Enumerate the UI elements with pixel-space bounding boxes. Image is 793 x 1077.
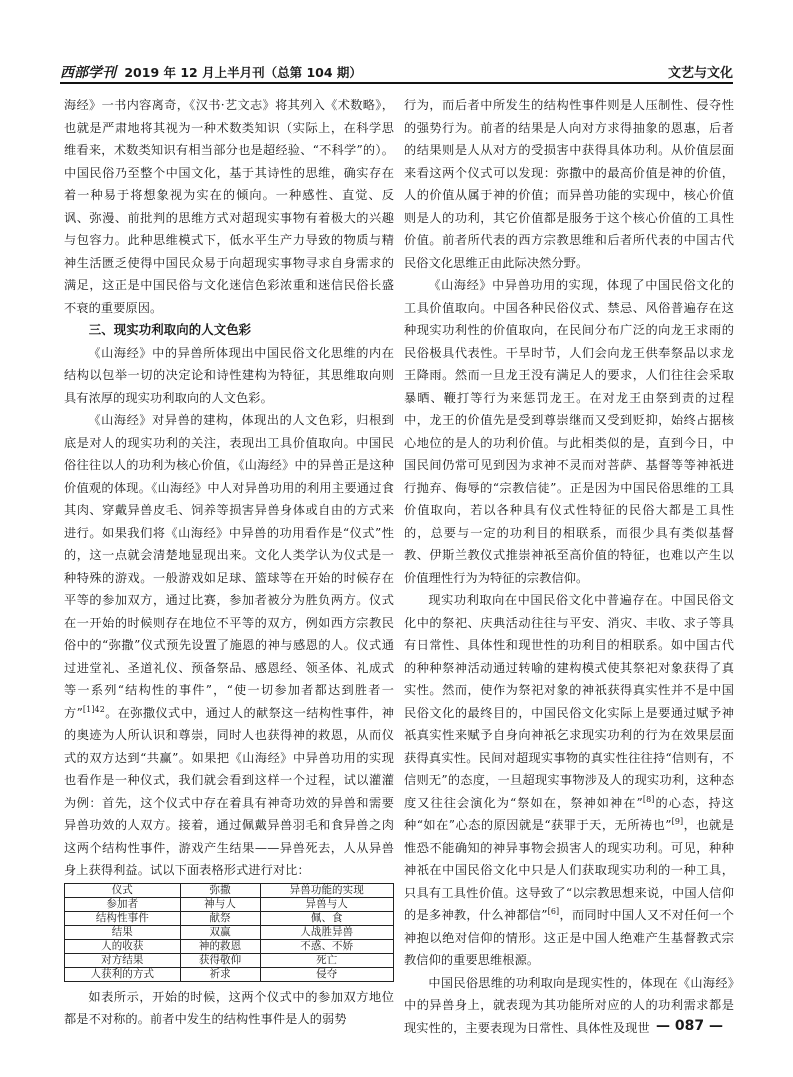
table-header-row [65, 883, 394, 897]
table-cell: 献祭 [180, 911, 260, 925]
paragraph-text: ，而同时中国人又不对任何一个神抱以绝对信仰的情形。这正是中国人绝难产生基督教式宗教信仰的重要思维根源。 [404, 908, 734, 967]
paragraph: 行为，而后者中所发生的结构性事件则是人压制性、侵夺性的强势行为。前者的结果是人向对方求得抽象的恩惠，后者的结果则是人从对方的受损害中获得具体功利。从价值层面来看这两个仪式可以发现：弥撒中的最高价值是神的价值，人的价值从属于神的价值；而异兽功能的实现中，核心价值则是人的功利，其它价值都是服务于这个核心价值的工具性价值。前者所代表的西方宗教思维和后者所代表的中国古代民俗文化思维正由此际决然分野。 [404, 98, 734, 270]
section-title: 文艺与文化 [667, 66, 733, 81]
paragraph: 海经》一书内容离奇，《汉书·艺文志》将其列入《术数略》，也就是严肃地将其视为一种术数类知识（实际上，在科学思维看来，术数类知识有相当部分也是超经验、“不科学”的）。中国民俗乃至整个中国文化，基于其诗性的思维，确实存在着一种易于将想象视为实在的倾向。一种感性、直觉、反讽、弥漫、前批判的思维方式对超现实事物有着极大的兴趣与包容力。此种思维模式下，低水平生产力导致的物质与精神生活匮乏使得中国民众易于向超现实事物寻求自身需求的满足，这正是中国民俗与文化迷信色彩浓重和迷信民俗长盛不衰的重要原因。 [64, 98, 394, 315]
table-cell: 祈求 [180, 967, 260, 981]
paragraph-text: ，也就是惟恐不能确知的神异事物会损害人的现实功利。可见，种种神祇在中国民俗文化中只是人们获取现实功利的一种工具，只具有工具性价值。这导致了“以宗教思想来说，中国人信仰的是多神教，什么神都信” [404, 818, 734, 922]
table-cell: 参加者 [65, 897, 181, 911]
table-cell: 佩、食 [260, 911, 393, 925]
table-cell: 对方结果 [65, 953, 181, 967]
paragraph: 《山海经》中的异兽所体现出中国民俗文化思维的内在结构以包举一切的决定论和诗性建构为特征，其思维取向则具有浓厚的现实功利取向的人文色彩。 [64, 345, 394, 405]
table-row [65, 939, 394, 953]
paragraph: 中国民俗思维的功利取向是现实性的，体现在《山海经》中的异兽身上，就表现为其功能所对应的人的功利需求都是现实性的，主要表现为日常性、具体性及现世 [404, 975, 734, 1035]
table-cell: 结构性事件 [65, 911, 181, 925]
left-column [64, 94, 394, 1031]
issue-info: 2019 年 12 月上半月刊（总第 104 期） [124, 65, 362, 80]
page-header [60, 58, 733, 84]
paragraph-text: 的心态，持这种“如在”心态的原因就是“获罪于天，无所祷也” [404, 795, 734, 832]
table-cell: 死亡 [260, 953, 393, 967]
table-row [65, 925, 394, 939]
table-row [65, 953, 394, 967]
paragraph [64, 409, 394, 882]
table-cell: 人战胜异兽 [260, 925, 393, 939]
table-header-cell: 异兽功能的实现 [260, 883, 393, 897]
comparison-table [64, 883, 394, 982]
table-cell: 获得敬仰 [180, 953, 260, 967]
citation: [9] [671, 816, 684, 826]
paragraph [404, 589, 734, 972]
paragraph: 如表所示，开始的时候，这两个仪式中的参加双方地位都是不对称的。前者中发生的结构性事件是人的弱势 [64, 989, 394, 1026]
table-row [65, 967, 394, 981]
paragraph-text: 《山海经》对异兽的建构，体现出的人文色彩，归根到底是对人的现实功利的关注，表现出工具价值取向。中国民俗往往以人的功利为核心价值，《山海经》中的异兽正是这种价值观的体现。《山海经》中人对异兽功用的利用主要通过食其肉、穿戴异兽皮毛、饲养等损害异兽身体或自由的方式来进行。如果我们将《山海经》中异兽的功用看作是“仪式”性的，这一点就会清楚地显现出来。文化人类学认为仪式是一种特殊的游戏。一般游戏如足球、篮球等在开始的时候存在平等的参加双方，通过比赛，参加者被分为胜负两方。仪式在一开始的时候则存在地位不平等的双方，例如西方宗教民俗中的“弥撒”仪式预先设置了施恩的神与感恩的人。仪式通过进堂礼、圣道礼仪、预备祭品、感恩经、领圣体、礼成式等一系列“结构性的事件”，“使一切参加者都达到胜者一方” [64, 413, 394, 720]
table-row [65, 897, 394, 911]
section-heading: 三、现实功利取向的人文色彩 [88, 322, 252, 337]
table-cell: 双赢 [180, 925, 260, 939]
table-row [65, 911, 394, 925]
table-header-cell: 弥撒 [180, 883, 260, 897]
table-cell: 侵夺 [260, 967, 393, 981]
table-cell: 不惑、不娇 [260, 939, 393, 953]
journal-masthead [60, 62, 362, 82]
journal-logo: 西部学刊 [60, 65, 116, 81]
citation: [1]42 [82, 704, 105, 714]
table-cell: 神与人 [180, 897, 260, 911]
header-rule [60, 82, 733, 84]
table-cell: 异兽与人 [260, 897, 393, 911]
table-cell: 结果 [65, 925, 181, 939]
citation: [6] [547, 906, 560, 916]
table-cell: 神的救恩 [180, 939, 260, 953]
table-cell: 人获利的方式 [65, 967, 181, 981]
paragraph-text: 现实功利取向在中国民俗文化中普遍存在。中国民俗文化中的祭祀、庆典活动往往与平安、消灾、丰收、求子等具有日常性、具体性和现世性的功利目的相联系。如中国古代的种种祭神活动通过转喻的建构模式使其祭祀对象获得了真实性。然而，使作为祭祀对象的神祇获得真实性并不是中国民俗文化的最终目的，中国民俗文化实际上是要通过赋予神祇真实性来赋予自身向神祇乞求现实功利的行为在效果层面获得真实性。民间对超现实事物的真实性往往持“信则有，不信则无”的态度，一旦超现实事物涉及人的现实功利，这种态度又往往会演化为“祭如在，祭神如神在” [404, 593, 734, 810]
paragraph: 《山海经》中异兽功用的实现，体现了中国民俗文化的工具价值取向。中国各种民俗仪式、禁忌、风俗普遍存在这种现实功利性的价值取向，在民间分布广泛的向龙王求雨的民俗极具代表性。干旱时节，人们会向龙王供奉祭品以求龙王降雨。然而一旦龙王没有满足人的要求，人们往往会采取暴晒、鞭打等行为来惩罚龙王。在对龙王由祭到责的过程中，龙王的价值先是受到尊崇继而又受到贬抑，始终占据核心地位的是人的功利价值。与此相类似的是，直到今日，中国民间仍常可见到因为求神不灵而对菩萨、基督等等神祇进行抛弃、侮辱的“宗教信徒”。正是因为中国民俗思维的工具价值取向，若以各种具有仪式性特征的民俗大都是工具性的，总要与一定的功利目的相联系，而很少具有类似基督教、伊斯兰教仪式推崇神祇至高价值的特征，也难以产生以价值理性行为为特征的宗教信仰。 [404, 278, 734, 585]
paragraph-text: 。在弥撒仪式中，通过人的献祭这一结构性事件，神的奥迹为人所认识和尊崇，同时人也获得神的救恩，从而仪式的双方达到“共赢”。如果把《山海经》中异兽功用的实现也看作是一种仪式，我们就会看到这样一个过程，试以灌灌为例：首先，这个仪式中存在着具有神奇功效的异兽和需要异兽功效的人双方。接着，通过佩戴异兽羽毛和食异兽之肉这两个结构性事件，游戏产生结果——异兽死去，人从异兽身上获得利益。试以下面表格形式进行对比： [64, 705, 394, 877]
right-column [404, 94, 734, 1039]
page-number: — 087 — [656, 1018, 723, 1034]
table-cell: 人的收获 [65, 939, 181, 953]
table-header-cell: 仪式 [65, 883, 181, 897]
citation: [8] [642, 794, 655, 804]
